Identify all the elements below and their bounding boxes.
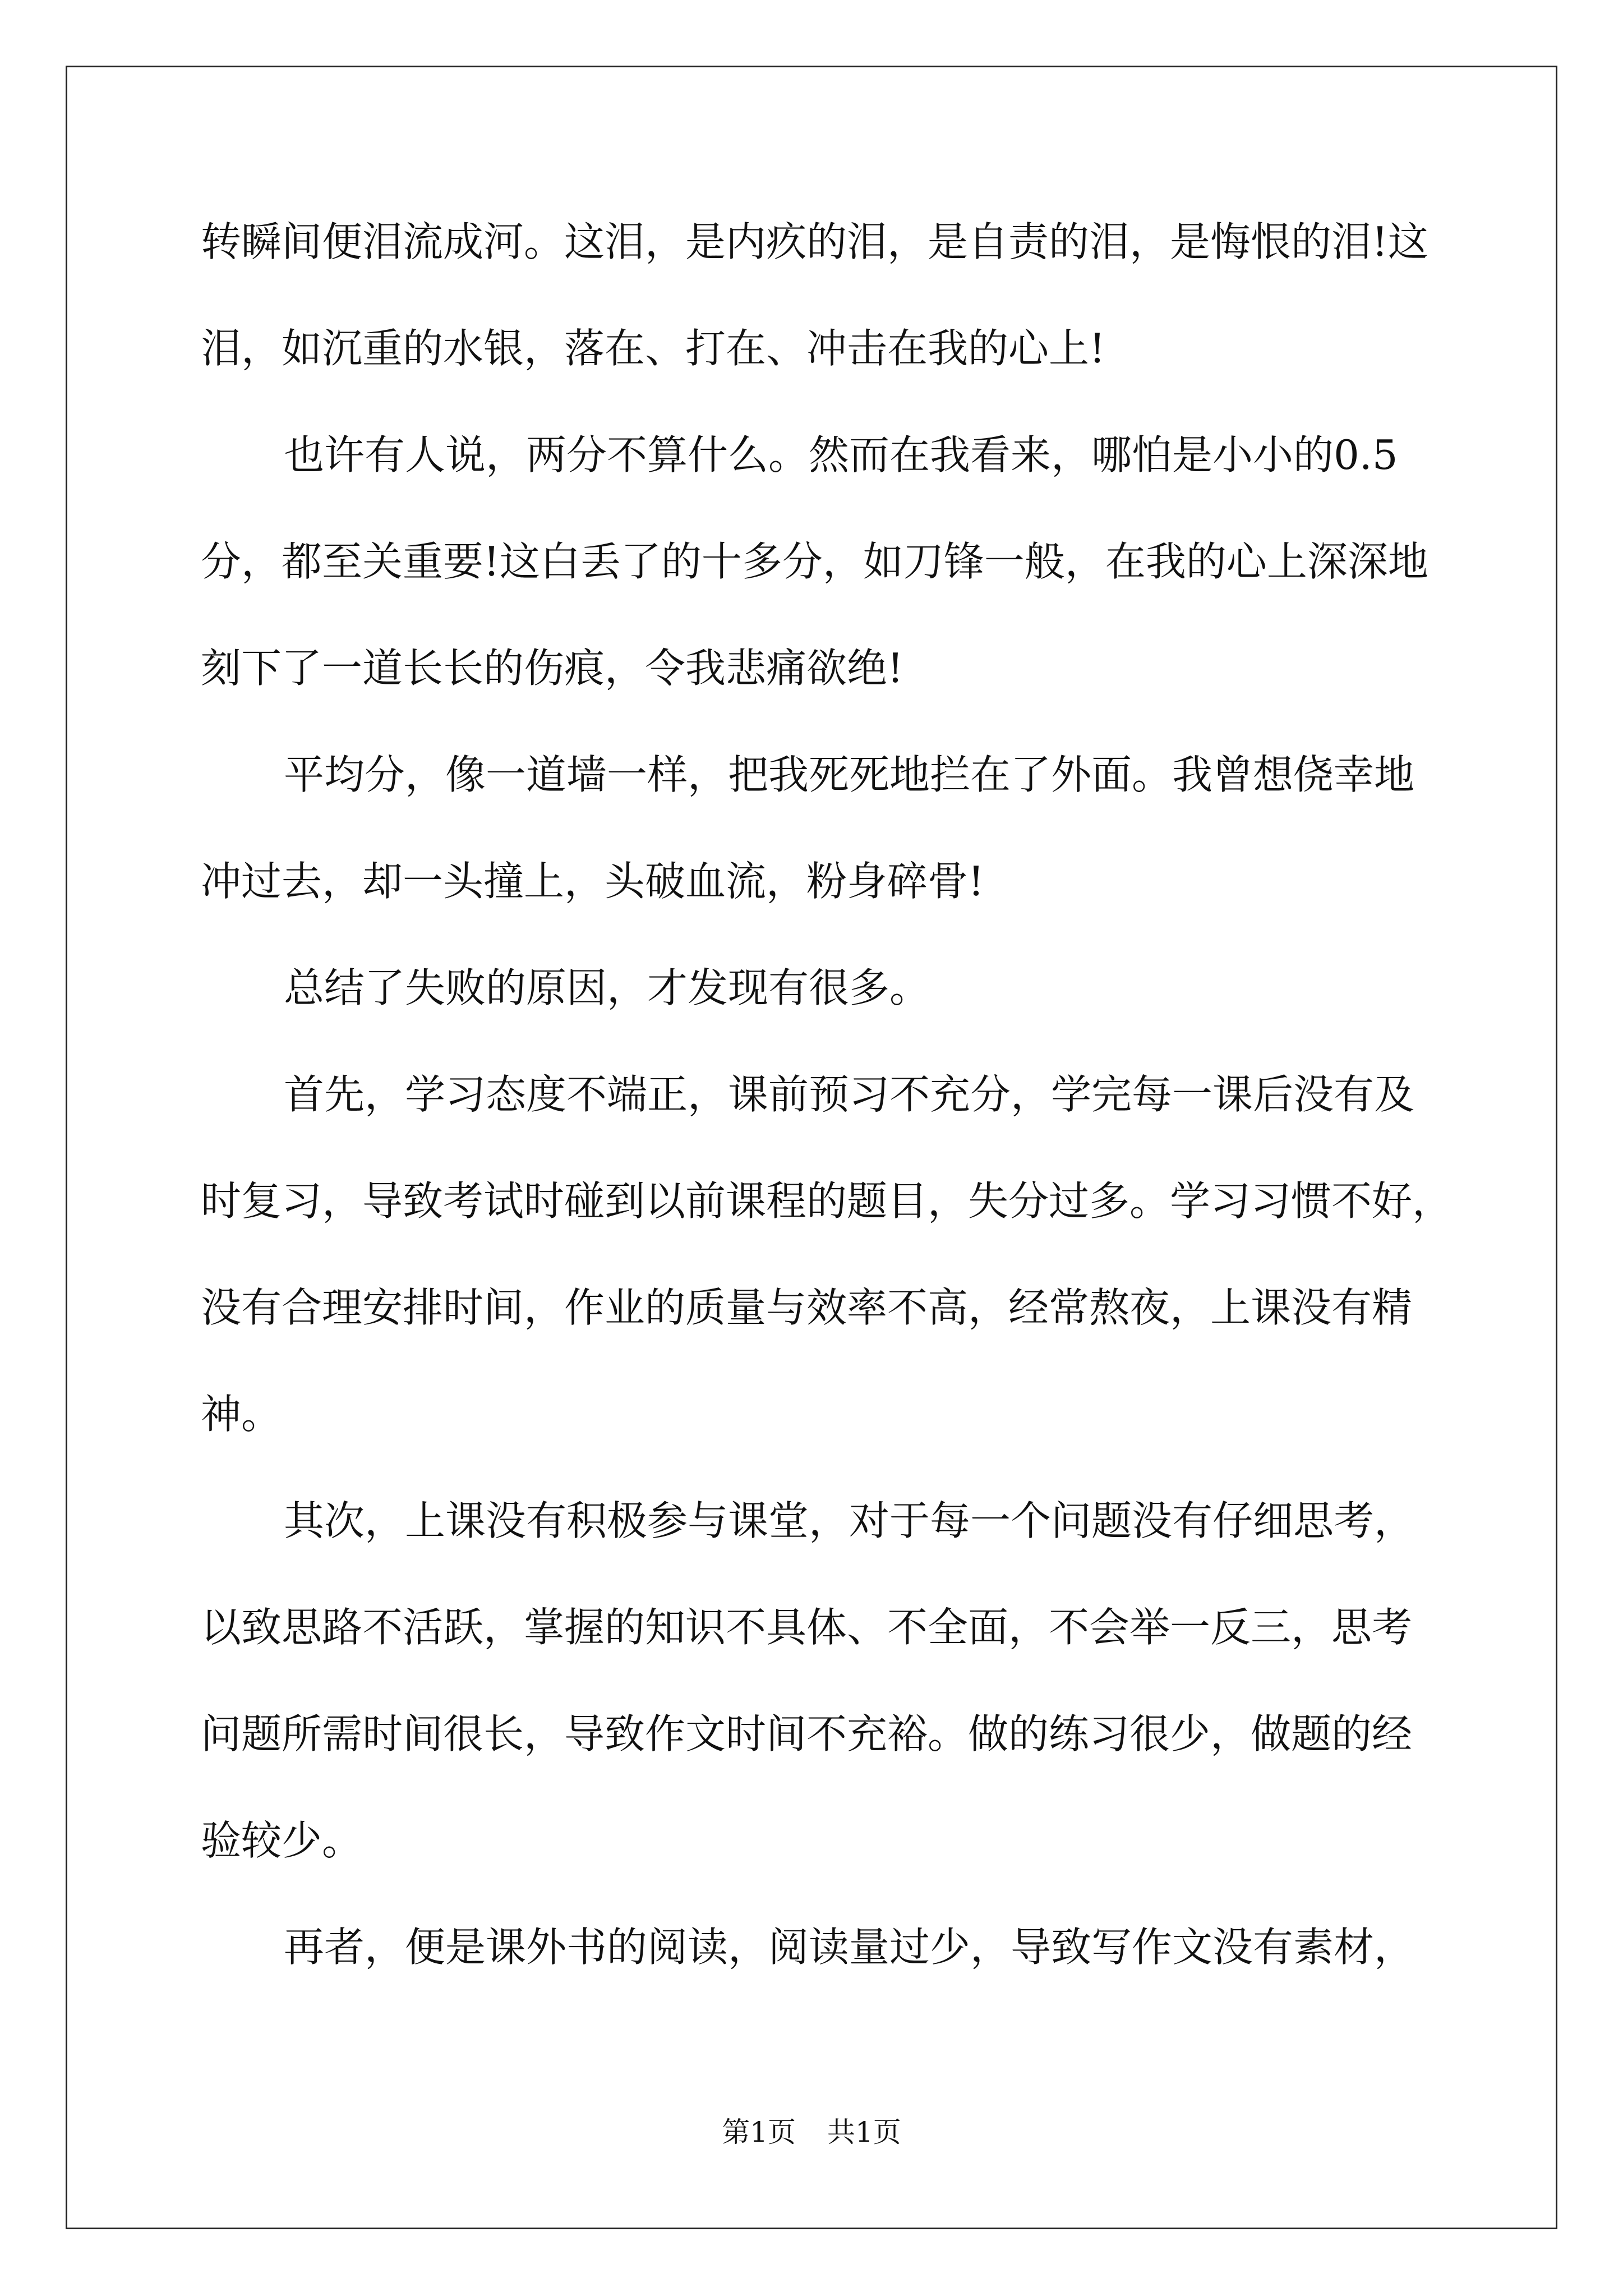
text-line: 冲过去，却一头撞上，头破血流，粉身碎骨! xyxy=(201,858,984,905)
text-line: 也许有人说，两分不算什么。然而在我看来，哪怕是小小的0.5 xyxy=(284,431,1398,478)
text-line: 神。 xyxy=(201,1391,282,1438)
page-footer xyxy=(0,2118,1623,2146)
text-line: 再者，便是课外书的阅读，阅读量过少，导致写作文没有素材， xyxy=(284,1924,1415,1971)
text-line: 首先，学习态度不端正，课前预习不充分，学完每一课后没有及 xyxy=(284,1071,1415,1118)
text-line: 分，都至关重要!这白丢了的十多分，如刀锋一般，在我的心上深深地 xyxy=(201,538,1428,585)
text-line: 转瞬间便泪流成河。这泪，是内疚的泪，是自责的泪，是悔恨的泪!这 xyxy=(201,218,1428,265)
text-line: 时复习，导致考试时碰到以前课程的题目，失分过多。学习习惯不好， xyxy=(201,1177,1453,1225)
text-line: 刻下了一道长长的伤痕，令我悲痛欲绝! xyxy=(201,645,903,692)
text-line: 以致思路不活跃，掌握的知识不具体、不全面，不会举一反三，思考 xyxy=(201,1604,1413,1651)
page-border xyxy=(66,66,1557,2229)
text-line: 泪，如沉重的水银，落在、打在、冲击在我的心上! xyxy=(201,325,1105,372)
page-total: 共1页 xyxy=(827,2116,901,2148)
text-line: 验较少。 xyxy=(201,1817,363,1864)
text-line: 没有合理安排时间，作业的质量与效率不高，经常熬夜，上课没有精 xyxy=(201,1284,1413,1331)
text-line: 其次，上课没有积极参与课堂，对于每一个问题没有仔细思考， xyxy=(284,1497,1415,1544)
text-line: 问题所需时间很长，导致作文时间不充裕。做的练习很少，做题的经 xyxy=(201,1710,1413,1757)
text-line: 平均分，像一道墙一样，把我死死地拦在了外面。我曾想侥幸地 xyxy=(284,751,1415,798)
page-number: 第1页 xyxy=(722,2116,796,2148)
text-line: 总结了失败的原因，才发现有很多。 xyxy=(284,964,930,1011)
